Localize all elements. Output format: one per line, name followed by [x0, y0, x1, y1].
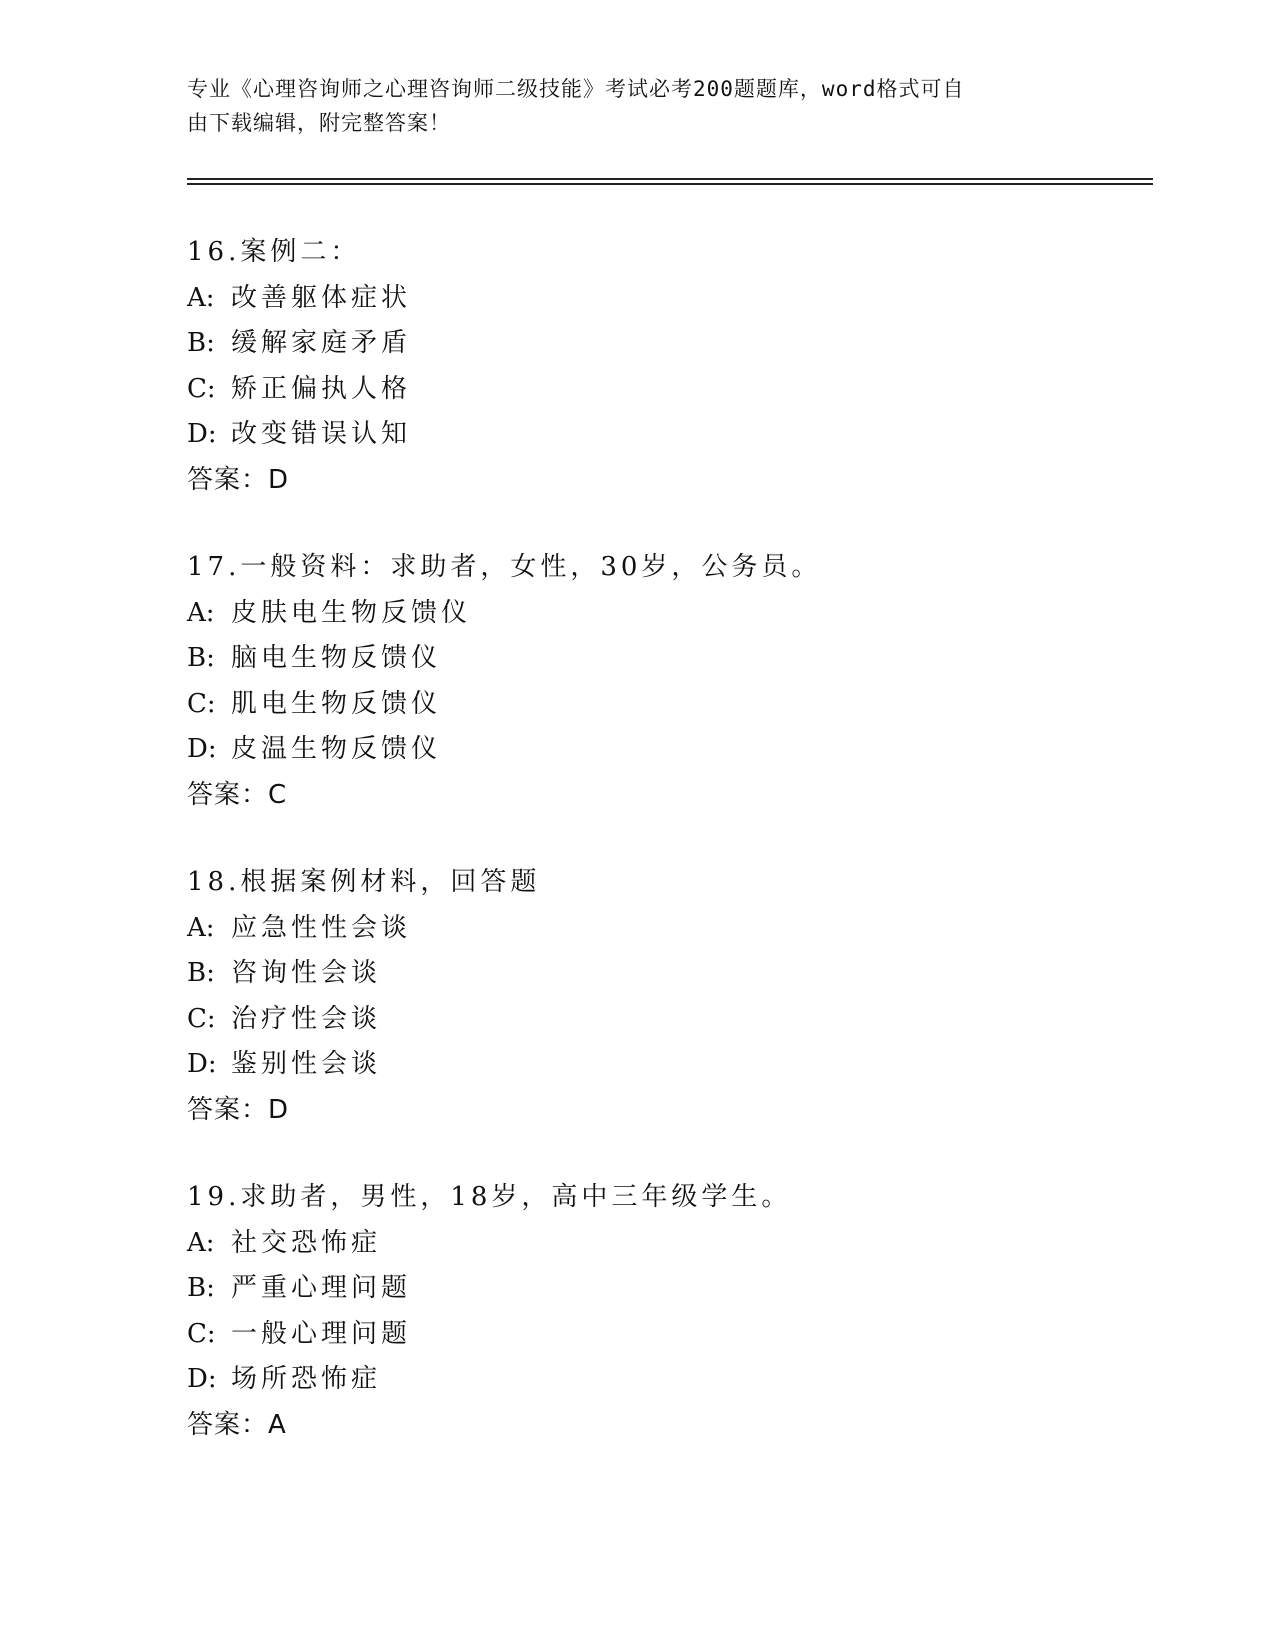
document-header	[187, 72, 1067, 140]
option-b: B: 缓解家庭矛盾	[187, 328, 412, 358]
answer-line: 答案：C	[187, 779, 288, 810]
question-19	[187, 1175, 1137, 1448]
header-divider-top	[187, 178, 1153, 180]
question-stem: 19.求助者，男性，18岁，高中三年级学生。	[187, 1182, 792, 1212]
option-d: D: 鉴别性会谈	[187, 1049, 382, 1079]
header-line-1: 专业《心理咨询师之心理咨询师二级技能》考试必考200题题库，word格式可自	[187, 77, 965, 101]
option-a: A: 皮肤电生物反馈仪	[187, 597, 472, 628]
question-stem: 17.一般资料：求助者，女性，30岁，公务员。	[187, 552, 822, 582]
answer-line: 答案：A	[187, 1409, 287, 1440]
option-b: B: 咨询性会谈	[187, 958, 382, 988]
option-c: C: 一般心理问题	[187, 1318, 412, 1349]
answer-line: 答案：D	[187, 464, 290, 495]
question-stem: 18.根据案例材料，回答题	[187, 867, 541, 897]
question-18	[187, 860, 1137, 1133]
question-stem: 16.案例二：	[187, 237, 361, 267]
option-a: A: 改善躯体症状	[187, 282, 412, 313]
question-16	[187, 230, 1137, 503]
header-divider-bottom	[187, 183, 1153, 185]
answer-line: 答案：D	[187, 1094, 290, 1125]
option-c: C: 肌电生物反馈仪	[187, 688, 442, 719]
option-d: D: 皮温生物反馈仪	[187, 734, 442, 764]
header-line-2: 由下载编辑，附完整答案！	[187, 111, 451, 135]
option-c: C: 矫正偏执人格	[187, 373, 412, 404]
option-c: C: 治疗性会谈	[187, 1003, 382, 1034]
option-b: B: 脑电生物反馈仪	[187, 643, 442, 673]
option-d: D: 改变错误认知	[187, 419, 412, 449]
option-a: A: 社交恐怖症	[187, 1227, 382, 1258]
option-b: B: 严重心理问题	[187, 1273, 412, 1303]
question-17	[187, 545, 1137, 818]
option-a: A: 应急性性会谈	[187, 912, 412, 943]
option-d: D: 场所恐怖症	[187, 1364, 382, 1394]
